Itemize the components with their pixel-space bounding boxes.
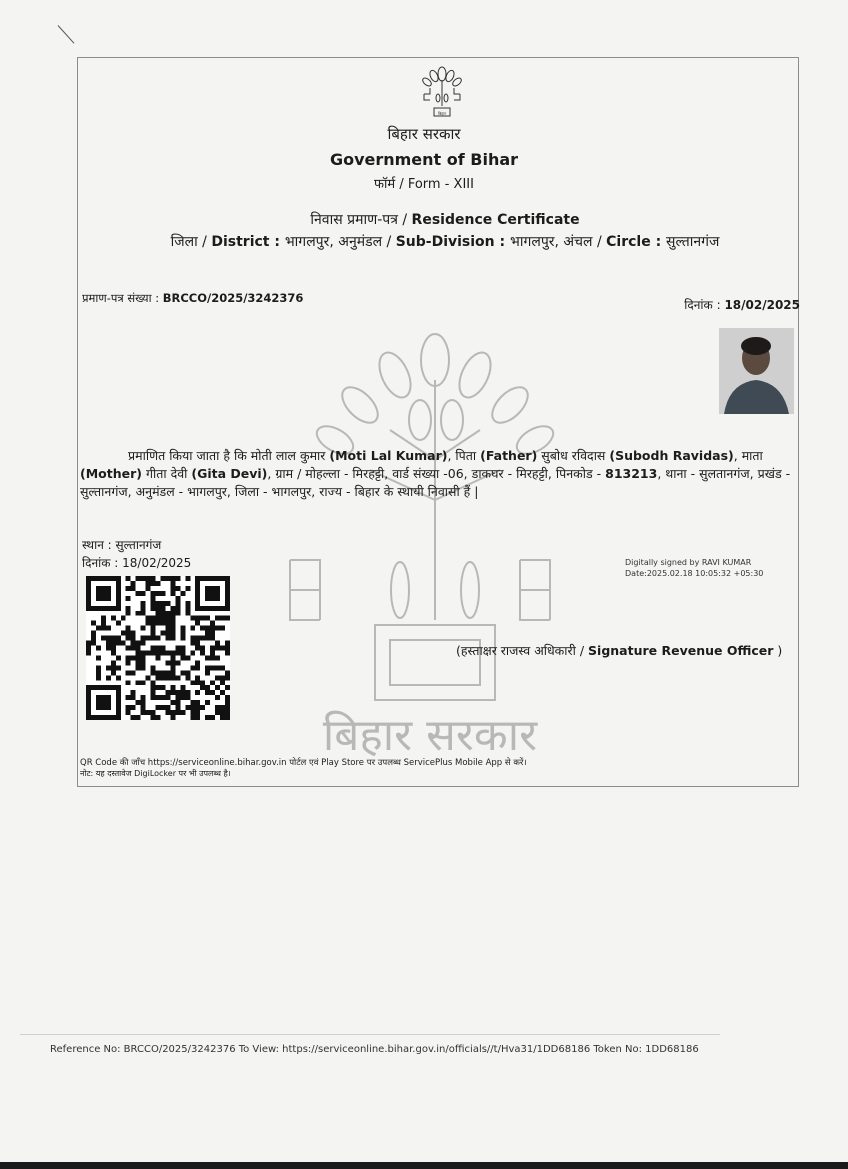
scan-mark xyxy=(58,25,75,44)
place-date: दिनांक : 18/02/2025 xyxy=(82,556,192,570)
applicant-photo xyxy=(719,328,794,414)
watermark-emblem-icon xyxy=(280,320,590,760)
reference-footer: Reference No: BRCCO/2025/3242376 To View: https://serviceonline.bihar.gov.in/officials//t/Hva31/1DD68186 Token No: 1DD68186 xyxy=(50,1044,699,1055)
svg-text:बिहार सरकार: बिहार सरकार xyxy=(322,710,538,760)
digilocker-note: नोट: यह दस्तावेज DigiLocker पर भी उपलब्ध है। xyxy=(80,769,231,778)
footer-divider xyxy=(20,1034,720,1035)
digital-signature-line1: Digitally signed by RAVI KUMAR xyxy=(625,558,752,567)
signature-caption: (हस्ताक्षर राजस्व अधिकारी / Signature Revenue Officer ) xyxy=(456,643,783,658)
certificate-title: निवास प्रमाण-पत्र / Residence Certificate xyxy=(310,212,580,228)
svg-text:बिहार: बिहार xyxy=(437,111,447,116)
qr-code-icon[interactable] xyxy=(86,576,230,720)
form-label: फॉर्म / Form - XIII xyxy=(374,177,474,192)
certificate-date: दिनांक : 18/02/2025 xyxy=(684,298,800,312)
digital-signature-line2: Date:2025.02.18 10:05:32 +05:30 xyxy=(625,569,764,578)
header-english-title: Government of Bihar xyxy=(329,150,519,169)
certificate-number: प्रमाण-पत्र संख्या : BRCCO/2025/3242376 xyxy=(82,291,304,305)
certificate-body: प्रमाणित किया जाता है कि मोती लाल कुमार (Moti Lal Kumar), पिता (Father) सुबोध रविदास (Subodh Ravidas), माता (Mother) गीता देवी (Gita Devi), ग्राम / मोहल्ला - मिरहट्टी, वार्ड संख्या -06, डाकघर - मिरहट्टी, पिनकोड - 813213, थाना - सुलतानगंज, प्रखंड - सुल्तानगंज, अनुमंडल - भागलपुर, जिला - भागलपुर, राज्य - बिहार के स्थायी निवासी हैं | xyxy=(80,448,791,499)
qr-verification-note: QR Code की जाँच https://serviceonline.bihar.gov.in पोर्टल एवं Play Store पर उपलब्ध ServicePlus Mobile App से करें। xyxy=(80,758,527,768)
place-label: स्थान : सुल्तानगंज xyxy=(82,538,162,552)
bihar-emblem-icon xyxy=(412,60,472,120)
header-hindi-title: बिहार सरकार xyxy=(387,125,461,143)
district-line: जिला / District : भागलपुर, अनुमंडल / Sub-Division : भागलपुर, अंचल / Circle : सुल्तानगंज xyxy=(170,234,720,250)
scan-edge xyxy=(0,1162,848,1169)
